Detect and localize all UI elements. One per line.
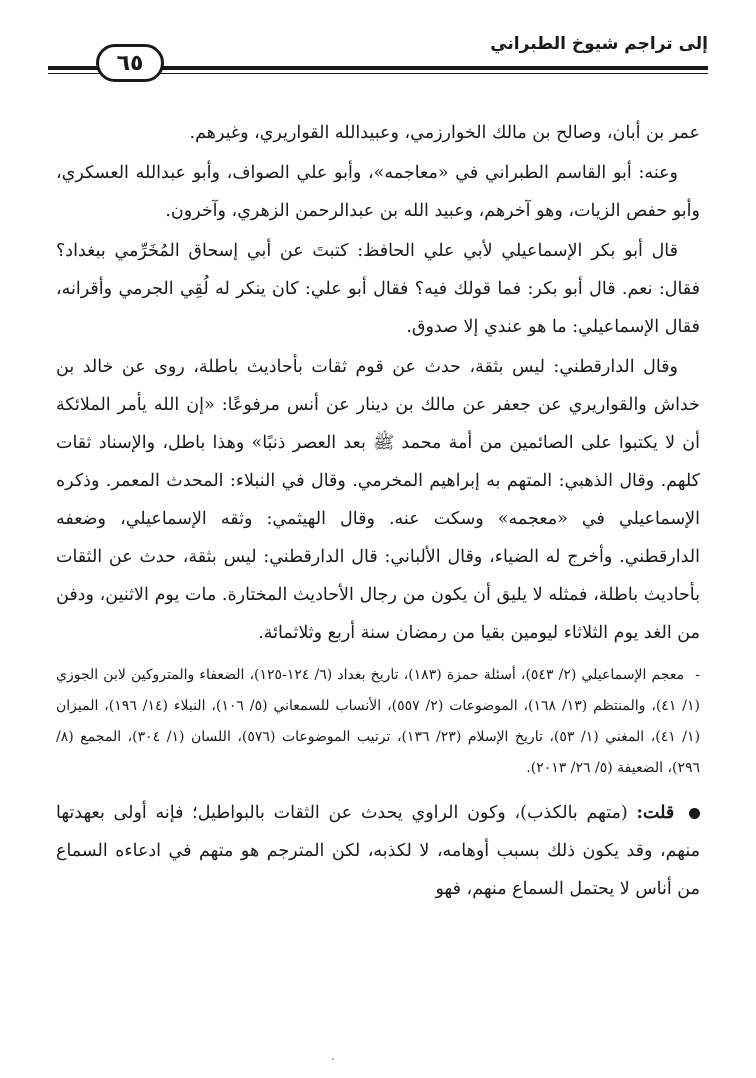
comment-label: قلت: [636,803,675,823]
paragraph-4: وقال الدارقطني: ليس بثقة، حدث عن قوم ثقات بأحاديث باطلة، روى عن خالد بن خداش والقواريري عن جعفر عن مالك بن دينار عن أنس مرفوعًا: «إن الله يأمر الملائكة أن لا يكتبوا على الصائمين من أمة محمد ﷺ بعد العصر ذنبًا» وهذا باطل، والإسناد ثقات كلهم. وقال الذهبي: المتهم به إبراهيم المخرمي. وقال في النبلاء: المحدث المعمر. وذكره الإسماعيلي في «معجمه» وسكت عنه. وقال الهيثمي: وثقه الإسماعيلي، وضعفه الدارقطني. وأخرج له الضياء، وقال الألباني: قال الدارقطني: ليس بثقة، حدث عن الثقات بأحاديث باطلة، فمثله لا يليق أن يكون من رجال الأحاديث المختارة. مات يوم الاثنين، ودفن من الغد يوم الثلاثاء ليومين بقيا من رمضان سنة أربع وثلاثمائة. [56,357,700,643]
bullet-icon [689,808,700,819]
comment-paragraph [56,794,700,908]
references-text: معجم الإسماعيلي (٢/ ٥٤٣)، أسئلة حمزة (١٨٣)، تاريخ بغداد (٦/ ١٢٤-١٢٥)، الضعفاء والمتروكين لابن الجوزي (١/ ٤١)، والمنتظم (١٣/ ١٦٨)، الموضوعات (٢/ ٥٥٧)، الأنساب للسمعاني (٥/ ١٠٦)، النبلاء (١٤/ ١٩٦)، الميزان (١/ ٤١)، المغني (١/ ٥٣)، تاريخ الإسلام (٢٣/ ١٣٦)، ترتيب الموضوعات (٥٧٦)، اللسان (١/ ٣٠٤)، المجمع (٨/ ٢٩٦)، الضعيفة (٥/ ٢٦/ ٢٠١٣). [56,667,701,776]
references-block [56,660,700,784]
page-body [56,114,700,910]
paragraph-3: قال أبو بكر الإسماعيلي لأبي علي الحافظ: كتبتَ عن أبي إسحاق المُخَرِّمي ببغداد؟ فقال: نعم. قال أبو بكر: فما قولك فيه؟ فقال أبو علي: كان ينكر له لُقِي الجرمي وأقرانه، فقال الإسماعيلي: ما هو عندي إلا صدوق. [56,241,700,337]
paragraph-1: عمر بن أبان، وصالح بن مالك الخوارزمي، وعبيدالله القواريري، وغيرهم. [189,123,700,143]
page-mark [332,1058,334,1060]
page-number: ٦٥ [96,44,164,82]
paragraph-2: وعنه: أبو القاسم الطبراني في «معاجمه»، وأبو علي الصواف، وأبو عبدالله العسكري، وأبو حفص الزيات، وهو آخرهم، وعبيد الله بن عبدالرحمن الزهري، وآخرون. [56,163,700,221]
comment-text: (متهم بالكذب)، وكون الراوي يحدث عن الثقات بالبواطيل؛ فإنه أولى بعهدتها منهم، وقد يكون ذلك بسبب أوهامه، لا لكذبه، لكن المترجم هو متهم في ادعاءه السماع من أناس لا يحتمل السماع منهم، فهو [56,803,700,899]
references-dash: - [695,667,700,683]
running-title: إلى تراجم شيوخ الطبراني [490,34,708,54]
